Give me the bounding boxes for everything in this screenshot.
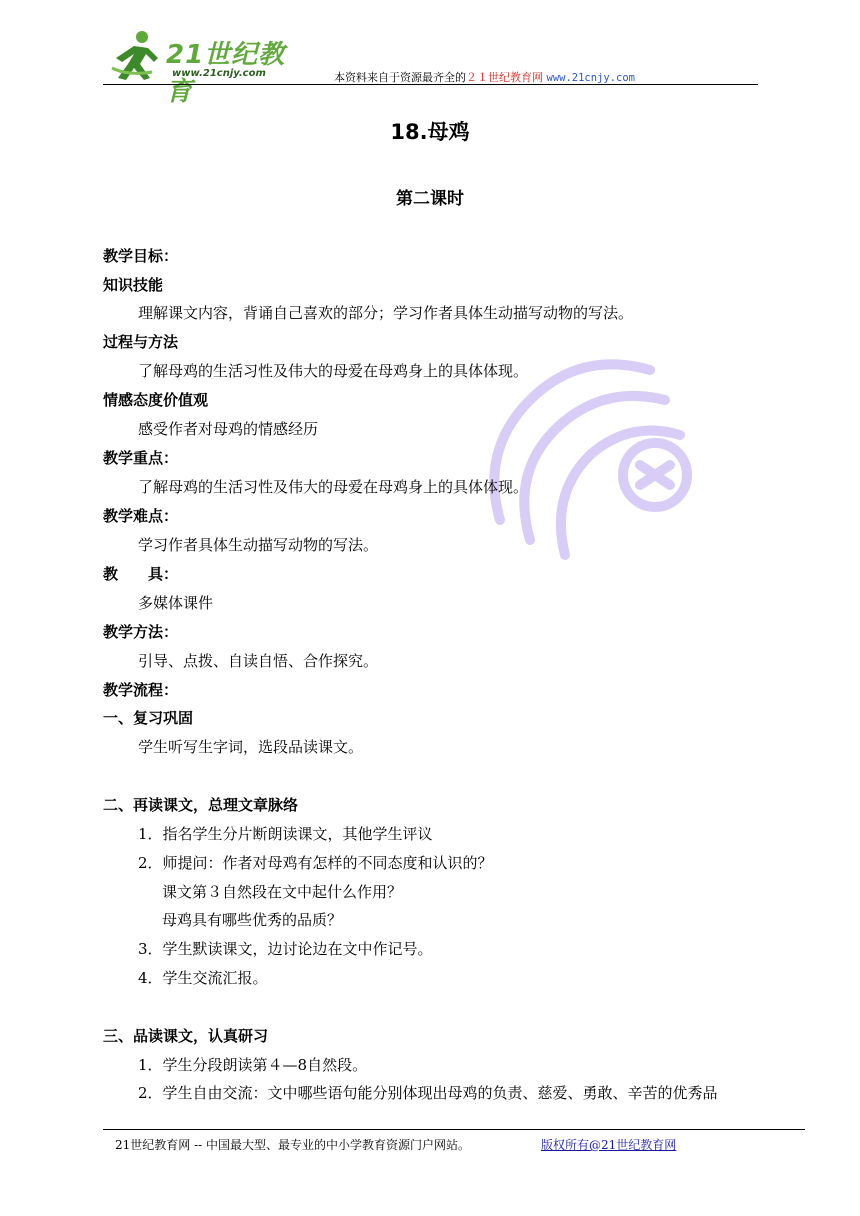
paragraph: 引导、点拨、自读自悟、合作探究。 — [138, 652, 379, 670]
header-note-url[interactable]: www.21cnjy.com — [546, 72, 636, 84]
footer-copyright-link[interactable]: 版权所有@21世纪教育网 — [541, 1138, 677, 1152]
header-note-prefix: 本资料来自于资源最齐全的 — [334, 71, 466, 84]
logo-text: 21世纪教育 — [166, 40, 286, 107]
page-title: 18.母鸡 — [390, 120, 470, 144]
paragraph: 学生听写生字词，选段品读课文。 — [138, 738, 364, 756]
watermark-icon — [440, 300, 730, 590]
header-source-note — [334, 69, 635, 85]
heading-process: 过程与方法 — [103, 333, 179, 351]
page-subtitle: 第二课时 — [396, 189, 464, 209]
paragraph: 了解母鸡的生活习性及伟大的母爱在母鸡身上的具体体现。 — [138, 362, 529, 380]
site-logo — [108, 28, 308, 107]
footer-divider — [103, 1129, 805, 1130]
heading-objectives: 教学目标： — [103, 247, 179, 265]
paragraph: 感受作者对母鸡的情感经历 — [138, 420, 319, 438]
heading-tools: 教 具： — [103, 565, 179, 583]
paragraph: 了解母鸡的生活习性及伟大的母爱在母鸡身上的具体体现。 — [138, 478, 529, 496]
numbered-item: 2．师提问：作者对母鸡有怎样的不同态度和认识的？ — [138, 854, 493, 872]
numbered-item: 2．学生自由交流：文中哪些语句能分别体现出母鸡的负责、慈爱、勇敢、辛苦的优秀品 — [138, 1084, 718, 1102]
numbered-item-continued: 课文第３自然段在文中起什么作用？ — [162, 883, 403, 901]
paragraph: 多媒体课件 — [138, 594, 214, 612]
section-heading-3: 三、品读课文，认真研习 — [103, 1027, 269, 1045]
heading-methods: 教学方法： — [103, 623, 179, 641]
section-heading-1: 一、复习巩固 — [103, 709, 194, 727]
section-heading-2: 二、再读课文，总理文章脉络 — [103, 796, 299, 814]
header-note-site: ２１世纪教育网 — [466, 71, 543, 84]
footer-site-description: 21世纪教育网 -- 中国最大型、最专业的中小学教育资源门户网站。 — [115, 1138, 471, 1152]
logo-url: www.21cnjy.com — [172, 68, 266, 79]
heading-key-points: 教学重点： — [103, 449, 179, 467]
heading-difficulties: 教学难点： — [103, 507, 179, 525]
paragraph: 理解课文内容，背诵自己喜欢的部分；学习作者具体生动描写动物的写法。 — [138, 304, 634, 322]
runner-icon — [108, 28, 168, 84]
numbered-item: 3．学生默读课文，边讨论边在文中作记号。 — [138, 940, 433, 958]
heading-process-flow: 教学流程： — [103, 681, 179, 699]
header-divider — [103, 84, 758, 85]
numbered-item: 1．学生分段朗读第４—8自然段。 — [138, 1056, 368, 1074]
heading-emotion: 情感态度价值观 — [103, 391, 209, 409]
numbered-item: 1．指名学生分片断朗读课文，其他学生评议 — [138, 825, 433, 843]
numbered-item-continued: 母鸡具有哪些优秀的品质？ — [162, 911, 343, 929]
paragraph: 学习作者具体生动描写动物的写法。 — [138, 536, 379, 554]
heading-knowledge: 知识技能 — [103, 276, 164, 294]
numbered-item: 4．学生交流汇报。 — [138, 969, 268, 987]
